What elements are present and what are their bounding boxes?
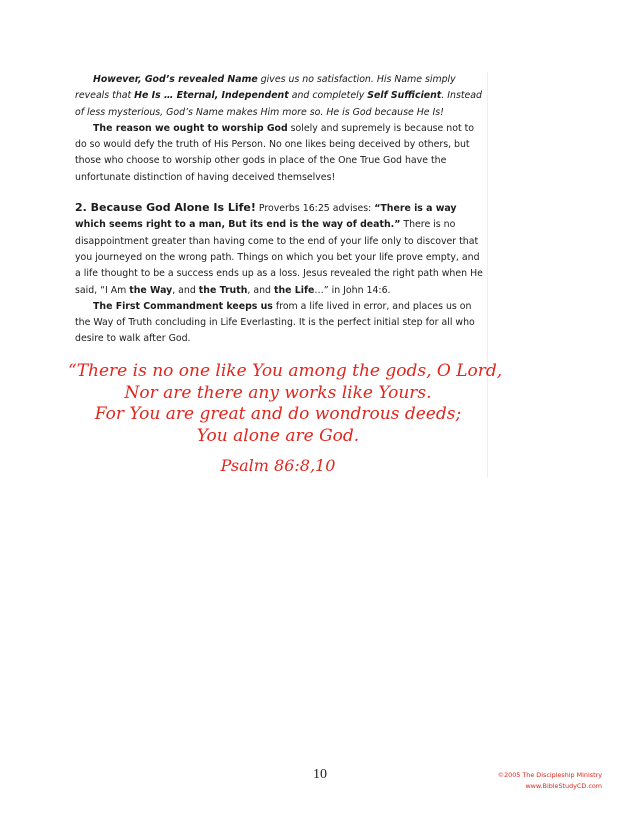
quote-line: You alone are God. [196,425,360,446]
paragraph-reason-worship: The reason we ought to worship God solely and supremely is because not to do so would defy the truth of His Person. No one likes being deceived by others, but those who choose to worship other gods in place of the One True God have the unfortunate distinction of having deceived themselves! [75,122,475,183]
section-heading: 2. Because God Alone Is Life! [75,201,256,215]
copyright-text: ©2005 The Discipleship Ministry [497,771,602,779]
paragraph-god-alone-is-life: 2. Because God Alone Is Life! Proverbs 16:25 advises: “There is a way which seems right to a man, But its end is the way of death.” There is no disappointment greater than having come to the end of your life only to discover that you journeyed on the wrong path. Things on which you bet your life prove empty, and a life thought to be a success ends up as a loss. Jesus revealed the right path when He said, “I Am the Way, and the Truth, and the Life…” in John 14:6. [75,201,483,296]
body-text [75,72,487,348]
scripture-reference: Psalm 86:8,10 [220,456,336,475]
page-number: 10 [313,767,327,782]
copyright-notice [470,770,602,792]
paragraph-first-commandment: The First Commandment keeps us from a life lived in error, and places us on the Way of Truth concluding in Life Everlasting. It is the perfect initial step for all who desire to walk after God. [75,300,475,345]
quote-line: For You are great and do wondrous deeds; [94,404,462,425]
quote-line: “There is no one like You among the gods, O Lord, [68,361,503,381]
quote-line: Nor are there any works like Yours. [124,382,432,403]
scripture-quote [68,361,503,447]
paragraph-gods-name: However, God’s revealed Name gives us no satisfaction. His Name simply reveals that He Is … Eternal, Independent and completely Self Sufficient. Instead of less mysterious, God’s Name makes Him more so. He is God because He Is! [75,74,482,118]
website-link[interactable]: www.BibleStudyCD.com [525,782,602,790]
